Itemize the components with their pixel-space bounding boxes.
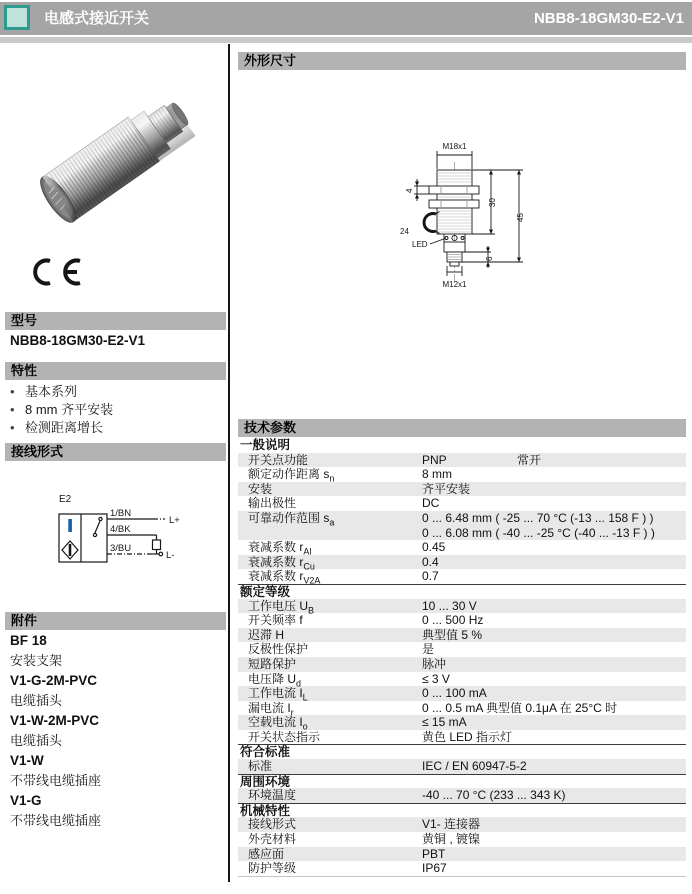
tech-row-value: ≤ 3 V <box>422 671 450 686</box>
tech-row <box>238 788 686 803</box>
feature-item-label: 8 mm 齐平安装 <box>25 402 114 417</box>
tech-row <box>238 511 686 540</box>
tech-row-value: 0.7 <box>422 569 439 584</box>
tech-row-value: -40 ... 70 °C (233 ... 343 K) <box>422 788 566 803</box>
dim-connector-length: 6 <box>485 256 494 261</box>
bullet-icon: • <box>10 402 15 417</box>
tech-group-header: 一般说明 <box>240 438 291 452</box>
tech-row <box>238 569 686 584</box>
accessory-name: V1-W-2M-PVC <box>10 713 99 728</box>
tech-row-label: 工作电压 $U_B$ <box>248 598 315 615</box>
tech-row-value: 黄铜 , 镀镍 <box>422 832 481 847</box>
feature-item <box>10 401 113 419</box>
tech-row <box>238 642 686 657</box>
feature-item <box>10 419 113 437</box>
tech-row-label: 开关状态指示 <box>248 729 321 744</box>
tech-row-label: 感应面 <box>248 846 285 861</box>
tech-row-value: 0 ... 100 mA <box>422 686 487 701</box>
tech-row <box>238 657 686 672</box>
tech-row-label: 工作电流 $I_L$ <box>248 686 308 703</box>
tech-row-label: 反极性保护 <box>248 642 309 657</box>
tech-group-header: 符合标准 <box>238 744 686 759</box>
tech-row-value: IP67 <box>422 861 447 876</box>
tech-row-value: 0.4 <box>422 554 439 569</box>
tech-row <box>238 467 686 482</box>
accessory-name: V1-G <box>10 793 42 808</box>
accessory-description: 不带线电缆插座 <box>10 813 102 828</box>
terminal-lminus: L- <box>166 550 175 561</box>
tech-row-label: 安装 <box>248 481 273 496</box>
tech-row-value-line2: 0 ... 6.08 mm ( -40 ... -25 °C (-40 ... -13 F ) ) <box>422 525 655 540</box>
tech-row-label: 短路保护 <box>248 656 297 671</box>
tech-row <box>238 599 686 614</box>
tech-row-value: IEC / EN 60947-5-2 <box>422 759 527 774</box>
section-header-accessories: 附件 <box>5 612 226 630</box>
dim-wrench-size: 24 <box>400 227 409 236</box>
feature-item-label: 检测距离增长 <box>25 420 104 435</box>
pin-label-bk: 4/BK <box>110 524 131 535</box>
tech-row <box>238 861 686 876</box>
tech-table <box>238 438 686 877</box>
tech-group-header: 额定等级 <box>238 584 686 599</box>
section-header-dimensions: 外形尺寸 <box>238 52 686 70</box>
tech-row <box>238 496 686 511</box>
accessory-description: 电缆插头 <box>10 733 63 748</box>
tech-row-value: 是 <box>422 642 435 657</box>
accessory-description: 不带线电缆插座 <box>10 773 102 788</box>
tech-row <box>238 686 686 701</box>
tech-group-header: 机械特性 <box>238 803 686 818</box>
tech-row-label: 防护等级 <box>248 861 297 876</box>
accessory-description: 电缆插头 <box>10 693 63 708</box>
terminal-lplus: L+ <box>169 515 180 526</box>
tech-row-label: 衰减系数 $r_{V2A}$ <box>248 569 321 586</box>
accessory-description: 安装支架 <box>10 653 63 668</box>
tech-row-value: 0.45 <box>422 540 446 555</box>
accessories-list <box>10 631 101 831</box>
feature-item <box>10 383 113 401</box>
model-value: NBB8-18GM30-E2-V1 <box>10 333 146 348</box>
tech-row <box>238 847 686 862</box>
dim-nut-height: 4 <box>405 188 414 193</box>
tech-row-value: 脉冲 <box>422 656 447 671</box>
tech-row-label: 可靠动作范围 $s_a$ <box>248 510 335 528</box>
tech-row-label: 迟滞 H <box>248 627 285 642</box>
section-header-connection: 接线形式 <box>5 443 226 461</box>
tech-row-value: DC <box>422 496 440 511</box>
tech-row-label: 漏电流 $I_r$ <box>248 700 294 718</box>
ce-mark <box>28 256 90 290</box>
tech-row-value: 0 ... 500 Hz <box>422 613 484 628</box>
tech-row <box>238 759 686 774</box>
pin-label-bu: 3/BU <box>110 543 132 554</box>
tech-row-label: 环境温度 <box>248 788 297 803</box>
tech-row <box>238 715 686 730</box>
section-header-features: 特性 <box>5 362 226 380</box>
tech-row-label: 开关频率 f <box>248 613 303 628</box>
tech-row-value: 典型值 5 % <box>422 627 483 642</box>
tech-row-label: 外壳材料 <box>248 832 297 847</box>
page-title: 电感式接近开关 <box>44 10 150 27</box>
tech-row-value: 10 ... 30 V <box>422 598 477 613</box>
dim-thread-bottom: M12x1 <box>442 280 467 289</box>
tech-row-value: V1- 连接器 <box>422 817 481 832</box>
tech-row <box>238 730 686 745</box>
dim-body-length: 30 <box>488 198 497 207</box>
tech-row <box>238 832 686 847</box>
tech-row-label: 接线形式 <box>248 817 297 832</box>
tech-row <box>238 482 686 497</box>
tech-row-value: 0 ... 6.48 mm ( -25 ... 70 °C (-13 ... 158 F ) ) 0 ... 6.08 mm ( -40 ... -25 °C (-40 ... -13 F ) ) <box>422 511 686 540</box>
wiring-diagram <box>5 490 226 590</box>
tech-row-value-part1: PNP <box>422 452 447 467</box>
column-divider <box>228 44 230 882</box>
brand-logo-icon <box>4 5 30 30</box>
tech-row-value: PBT <box>422 846 446 861</box>
title-bar <box>0 2 692 35</box>
tech-row <box>238 817 686 832</box>
tech-row-label: 衰减系数 $r_{Al}$ <box>248 540 312 557</box>
led-label: LED <box>412 240 428 249</box>
tech-row <box>238 613 686 628</box>
tech-row-value: 齐平安装 <box>422 481 471 496</box>
tech-row <box>238 453 686 468</box>
tech-row-value: 0 ... 0.5 mA 典型值 0.1μA 在 25°C 时 <box>422 700 618 715</box>
tech-row <box>238 672 686 687</box>
tech-row-value: 8 mm <box>422 467 452 482</box>
sensor-symbol-bar <box>68 519 72 532</box>
tech-row <box>238 540 686 555</box>
tech-row-value-part2: 常开 <box>517 452 542 467</box>
bullet-icon: • <box>10 384 15 399</box>
product-photo <box>20 66 210 256</box>
accessory-name: BF 18 <box>10 633 47 648</box>
model-number-title: NBB8-18GM30-E2-V1 <box>533 10 684 27</box>
tech-row-label: 空载电流 $I_o$ <box>248 715 308 732</box>
tech-row-label: 标准 <box>248 759 273 774</box>
dim-thread-top: M18x1 <box>442 142 467 151</box>
accessory-name: V1-G-2M-PVC <box>10 673 98 688</box>
tech-row-value: ≤ 15 mA <box>422 715 467 730</box>
tech-row-label: 开关点功能 <box>248 452 309 467</box>
tech-row <box>238 555 686 570</box>
tech-row-value: 黄色 LED 指示灯 <box>422 729 513 744</box>
tech-row-label: 衰减系数 $r_{Cu}$ <box>248 554 315 572</box>
tech-group-header: 周围环境 <box>238 774 686 789</box>
features-list <box>10 383 113 437</box>
tech-row <box>238 628 686 643</box>
bullet-icon: • <box>10 420 15 435</box>
tech-row-label: 额定动作距离 $s_n$ <box>248 467 335 484</box>
tech-row-label: 电压降 $U_d$ <box>248 671 302 688</box>
feature-item-label: 基本系列 <box>25 384 78 399</box>
section-header-tech: 技术参数 <box>238 419 686 437</box>
accessory-name: V1-W <box>10 753 44 768</box>
tech-row-value <box>422 453 686 468</box>
tech-row <box>238 701 686 716</box>
diagram-variant-label: E2 <box>59 494 72 505</box>
tech-row-label: 输出极性 <box>248 496 297 511</box>
header-substrip <box>0 37 692 43</box>
dimension-drawing <box>392 140 542 298</box>
pin-label-bn: 1/BN <box>110 508 132 519</box>
section-header-model: 型号 <box>5 312 226 330</box>
dim-total-length: 45 <box>516 213 525 222</box>
